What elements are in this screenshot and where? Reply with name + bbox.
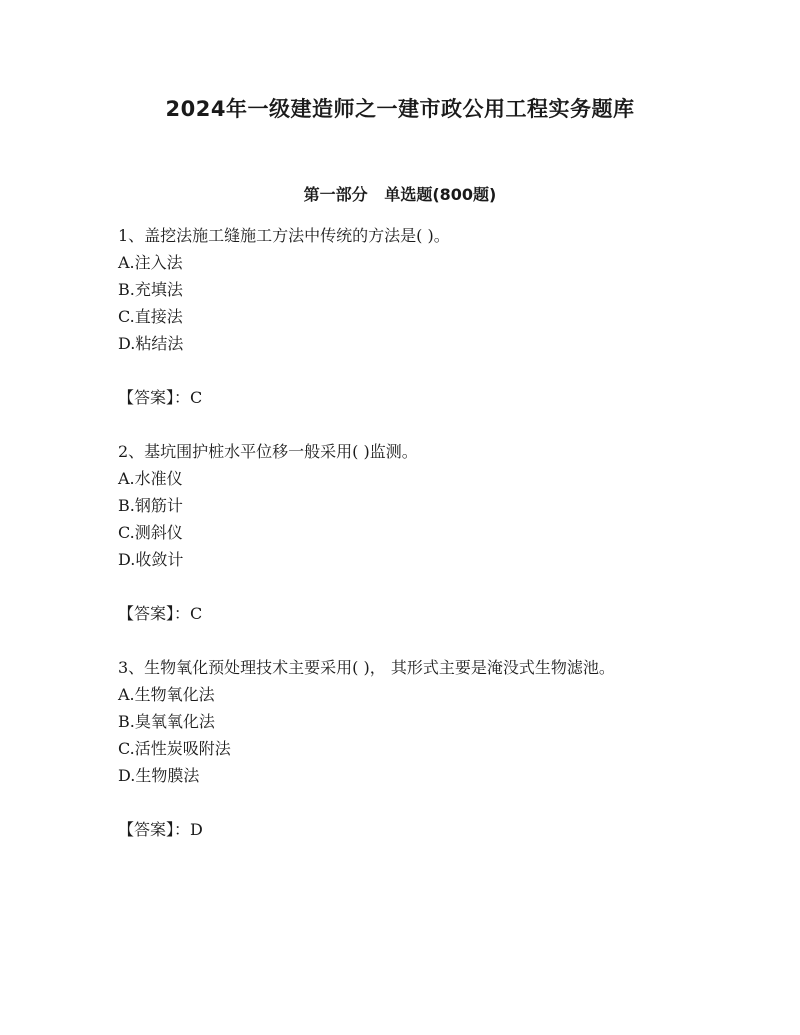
question-item: [118, 222, 678, 411]
question-stem: 1、盖挖法施工缝施工方法中传统的方法是( )。: [118, 226, 450, 245]
question-stem: 3、生物氧化预处理技术主要采用( )， 其形式主要是淹没式生物滤池。: [118, 658, 615, 677]
answer-line: [118, 600, 678, 627]
answer-value: D: [190, 820, 203, 839]
option-d: D.生物膜法: [118, 766, 200, 785]
option-d: D.收敛计: [118, 550, 184, 569]
answer-line: [118, 816, 678, 843]
option-a: A.生物氧化法: [118, 685, 215, 704]
answer-label: 【答案】：: [118, 388, 191, 407]
question-item: [118, 438, 678, 627]
option-c: C.测斜仪: [118, 523, 183, 542]
document-title: 2024年一级建造师之一建市政公用工程实务题库: [165, 97, 635, 121]
option-b: B.充填法: [118, 280, 183, 299]
option-a: A.水准仪: [118, 469, 183, 488]
answer-value: C: [190, 604, 203, 623]
answer-line: [118, 384, 678, 411]
option-d: D.粘结法: [118, 334, 184, 353]
answer-value: C: [190, 388, 203, 407]
question-item: [118, 654, 678, 843]
answer-label: 【答案】：: [118, 604, 191, 623]
option-b: B.钢筋计: [118, 496, 183, 515]
answer-label: 【答案】：: [118, 820, 191, 839]
question-stem: 2、基坑围护桩水平位移一般采用( )监测。: [118, 442, 418, 461]
option-a: A.注入法: [118, 253, 183, 272]
question-list: [118, 222, 678, 843]
section-heading: 第一部分 单选题(800题): [303, 185, 497, 204]
option-c: C.活性炭吸附法: [118, 739, 231, 758]
option-c: C.直接法: [118, 307, 183, 326]
option-b: B.臭氧氧化法: [118, 712, 215, 731]
